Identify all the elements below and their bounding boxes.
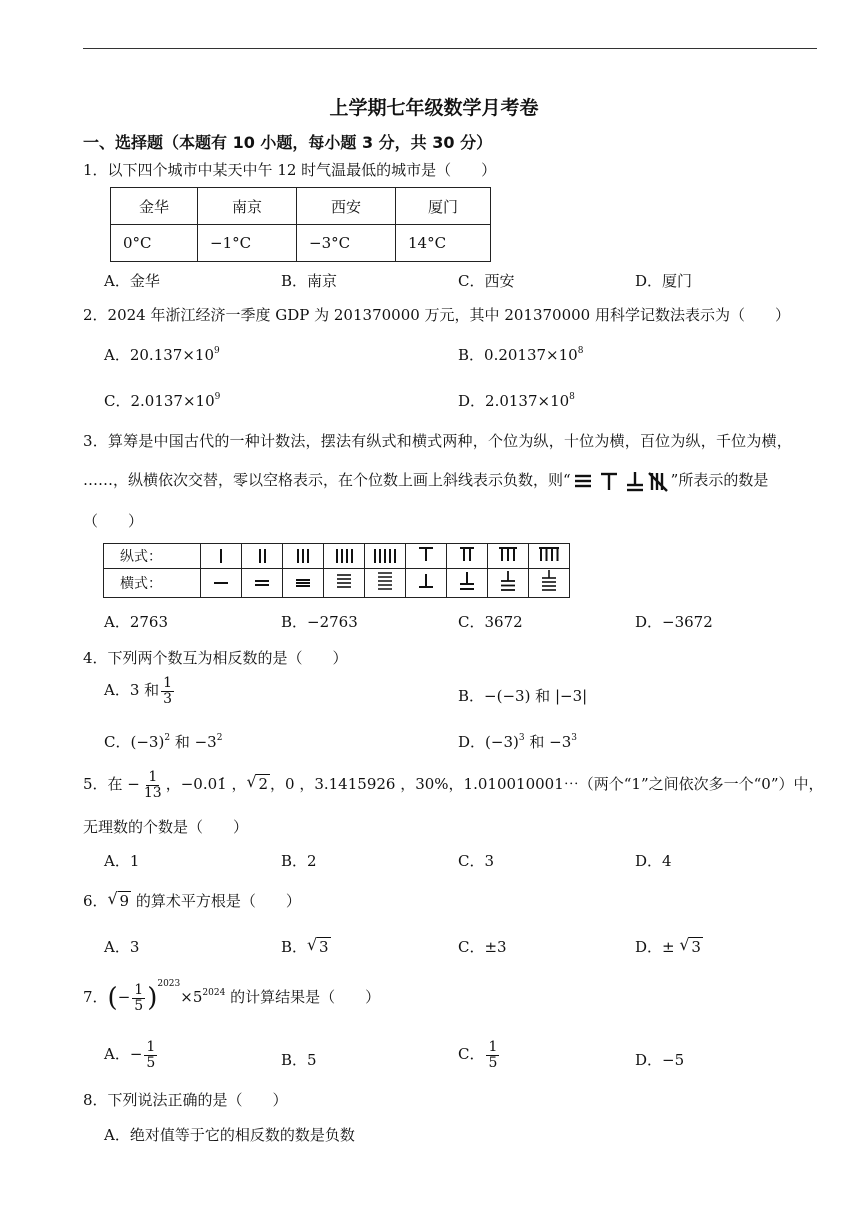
question-2-stem: 2．2024 年浙江经济一季度 GDP 为 201370000 万元，其中 201370000 用科学记数法表示为（ ）: [83, 306, 790, 324]
q4-option-a: A．3 和 $\frac{1}{3}$: [104, 675, 173, 707]
rod-vertical-8: [488, 544, 529, 569]
q1-option-d: D．厦门: [635, 272, 693, 290]
question-3-line-3: （ ）: [83, 512, 144, 530]
q5-option-c: C．3: [458, 852, 495, 870]
q3-option-d: D．−3672: [635, 613, 713, 631]
q5-option-d: D．4: [635, 852, 672, 870]
rod-horizontal-7: [447, 569, 488, 598]
q6-option-c: C．±3: [458, 938, 507, 956]
table-cell: −1°C: [198, 225, 297, 262]
rod-vertical-5: [365, 544, 406, 569]
question-4-stem: 4．下列两个数互为相反数的是（ ）: [83, 649, 348, 667]
rod-vertical-4: [324, 544, 365, 569]
rod-vertical-7: [447, 544, 488, 569]
q2-option-d: D．$2.0137\times 10^8$: [458, 392, 575, 410]
rod-horizontal-5: [365, 569, 406, 598]
rod-vertical-3: [283, 544, 324, 569]
q6-option-d: D．± √ 3: [635, 935, 701, 956]
q4-option-b: B．−(−3) 和 |−3|: [458, 687, 588, 705]
rod-vertical-9: [529, 544, 570, 569]
table-cell: 0°C: [111, 225, 198, 262]
q5-option-b: B．2: [281, 852, 317, 870]
q6-option-b: B． √ 3: [281, 935, 329, 956]
q3-option-c: C．3672: [458, 613, 523, 631]
q7-option-b: B．5: [281, 1051, 317, 1069]
q7-option-a: A．− $\frac{1}{5}$: [104, 1039, 156, 1071]
q2-option-b: B．$0.20137\times 10^8$: [458, 346, 584, 364]
table-cell: 14°C: [396, 225, 491, 262]
sqrt-symbol: √ 9: [107, 889, 130, 910]
q7-option-d: D．−5: [635, 1051, 685, 1069]
question-1-stem: 1．以下四个城市中某天中午 12 时气温最低的城市是（ ）: [83, 161, 497, 179]
q1-option-b: B．南京: [281, 272, 338, 290]
page-title: 上学期七年级数学月考卷: [329, 97, 539, 119]
row-label: 横式：: [104, 569, 201, 598]
question-8-stem: 8．下列说法正确的是（ ）: [83, 1091, 288, 1109]
rod-horizontal-4: [324, 569, 365, 598]
rod-horizontal-1: [201, 569, 242, 598]
table-cell: 厦门: [396, 188, 491, 225]
rod-horizontal-9: [529, 569, 570, 598]
rod-vertical-2: [242, 544, 283, 569]
q1-option-c: C．西安: [458, 272, 515, 290]
question-7-stem: 7．(− $\frac{1}{5}$ )$^{2023}\times 5^{2024}$ 的计算结果是（ ）: [83, 979, 381, 1014]
q3-option-a: A．2763: [104, 613, 169, 631]
q2-option-c: C．$2.0137\times 10^9$: [104, 392, 221, 410]
q2-option-a: A．$20.137\times 10^9$: [104, 346, 220, 364]
q7-option-c: C． $\frac{1}{5}$: [458, 1039, 498, 1071]
question-3-line-2: ……，纵横依次交替，零以空格表示，在个位数上画上斜线表示负数，则“ ”所表示的数是: [83, 469, 768, 492]
q8-option-a: A．绝对值等于它的相反数的数是负数: [104, 1126, 355, 1144]
q4-option-d: D．$(-3)^3$ 和 $-3^3$: [458, 733, 577, 751]
q4-option-c: C．$(-3)^2$ 和 $-3^2$: [104, 733, 223, 751]
question-3-line-1: 3．算筹是中国古代的一种计数法，摆法有纵式和横式两种，个位为纵，十位为横，百位为纵，千位为横，: [83, 432, 792, 450]
question-6-stem: 6． √ 9 的算术平方根是（ ）: [83, 889, 301, 910]
rod-horizontal-6: [406, 569, 447, 598]
q6-option-a: A．3: [104, 938, 140, 956]
temperature-table: [110, 187, 491, 262]
header-rule: [83, 48, 817, 49]
q3-option-b: B．−2763: [281, 613, 358, 631]
question-5-line-2: 无理数的个数是（ ）: [83, 818, 249, 836]
rod-horizontal-8: [488, 569, 529, 598]
rod-horizontal-2: [242, 569, 283, 598]
q1-option-a: A．金华: [104, 272, 160, 290]
rod-vertical-6: [406, 544, 447, 569]
table-cell: −3°C: [297, 225, 396, 262]
rod-vertical-1: [201, 544, 242, 569]
row-label: 纵式：: [104, 544, 201, 569]
counting-rod-table: [103, 543, 570, 598]
question-5-line-1: 5．在 − $\frac{1}{13}$ ，−0.01̇ ， √ 2 ，0 ，3.1415926 ，30%，1.010010001⋯（两个“1”之间依次多一个“0”）中，: [83, 769, 824, 801]
counting-rod-figure: [571, 470, 671, 492]
table-cell: 西安: [297, 188, 396, 225]
table-cell: 金华: [111, 188, 198, 225]
table-cell: 南京: [198, 188, 297, 225]
q5-option-a: A．1: [104, 852, 140, 870]
rod-horizontal-3: [283, 569, 324, 598]
section-heading: 一、选择题（本题有 10 小题，每小题 3 分，共 30 分）: [83, 133, 493, 152]
sqrt-symbol: √ 2: [246, 772, 269, 794]
